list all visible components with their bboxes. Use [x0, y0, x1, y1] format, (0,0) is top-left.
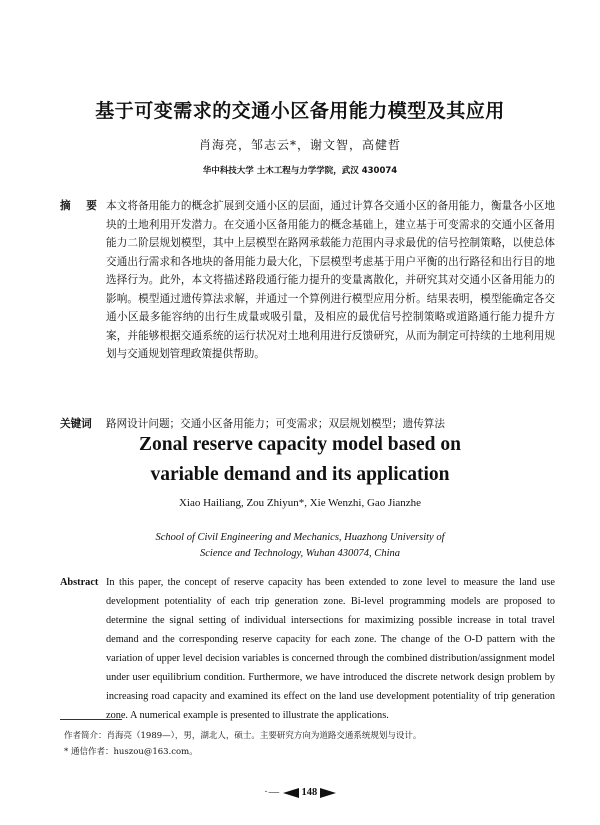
chinese-keywords — [60, 416, 555, 431]
left-arrow-icon — [283, 788, 299, 798]
english-affiliation-line1: School of Civil Engineering and Mechanics, Huazhong University of — [155, 532, 445, 543]
english-title — [0, 430, 600, 490]
english-title-line2: variable demand and its application — [150, 464, 450, 485]
chinese-abstract — [60, 197, 555, 364]
footnote-author-info: 作者简介：肖海亮（1989—），男，湖北人，硕士。主要研究方向为道路交通系统规划与设计。 — [64, 731, 422, 741]
english-affiliation — [0, 530, 600, 562]
english-abstract-label: Abstract — [60, 577, 99, 588]
english-affiliation-line2: Science and Technology, Wuhan 430074, China — [200, 548, 400, 559]
page-number: 148 — [301, 787, 318, 798]
chinese-title: 基于可变需求的交通小区备用能力模型及其应用 — [95, 100, 505, 122]
right-arrow-icon — [320, 788, 336, 798]
chinese-authors: 肖海亮，邹志云*，谢文智，高健哲 — [198, 138, 401, 152]
chinese-abstract-label: 摘 要 — [60, 200, 103, 212]
chinese-affiliation: 华中科技大学 土木工程与力学学院，武汉 430074 — [202, 166, 398, 176]
footnote-divider — [60, 719, 122, 720]
page-number-dots: ·— — [264, 787, 281, 798]
chinese-keywords-label: 关键词 — [60, 418, 92, 430]
english-title-line1: Zonal reserve capacity model based on — [139, 434, 461, 455]
english-abstract-text: In this paper, the concept of reserve capacity has been extended to zone level to measure the land use development potentiality of each trip generation zone. Bi-level programming models are proposed to determine the signal setting of individual intersections for maximizing possible increase in total travel demand and the corresponding reserve capacity for each zone. The change of the O-D pattern with the variation of upper level decision variables is concerned through the combined distribution/assignment model under user equilibrium condition. Furthermore, we have introduced the discrete network design problem by increasing road capacity and examined its effect on the land use development potentiality of trip generation zone. A numerical example is presented to illustrate the applications. — [106, 577, 555, 721]
english-authors: Xiao Hailiang, Zou Zhiyun*, Xie Wenzhi, Gao Jianzhe — [178, 497, 422, 509]
chinese-keywords-text: 路网设计问题；交通小区备用能力；可变需求；双层规划模型；遗传算法 — [106, 418, 445, 430]
footnote-corresponding-author: * 通信作者：huszou@163.com。 — [64, 747, 198, 757]
english-abstract — [60, 573, 555, 725]
page-number-footer — [0, 787, 600, 798]
chinese-abstract-text: 本文将备用能力的概念扩展到交通小区的层面，通过计算各交通小区的备用能力，衡量各小区地块的土地利用开发潜力。在交通小区备用能力的概念基础上，建立基于可变需求的交通小区备用能力二阶层规划模型，其中上层模型在路网承载能力范围内寻求最优的信号控制策略，以使总体交通出行需求和各地块的备用能力最大化，下层模型考虑基于用户平衡的出行路径和出行目的地选择行为。此外，本文将描述路段通行能力提升的变量离散化，并研究其对交通小区备用能力的影响。模型通过遗传算法求解，并通过一个算例进行模型应用分析。结果表明，模型能确定各交通小区最多能容纳的出行生成量或吸引量，及相应的最优信号控制策略或道路通行能力提升方案，并能够根据交通系统的运行状况对土地利用进行反馈研究，从而为制定可持续的土地利用规划与交通规划管理政策提供帮助。 — [106, 200, 555, 360]
